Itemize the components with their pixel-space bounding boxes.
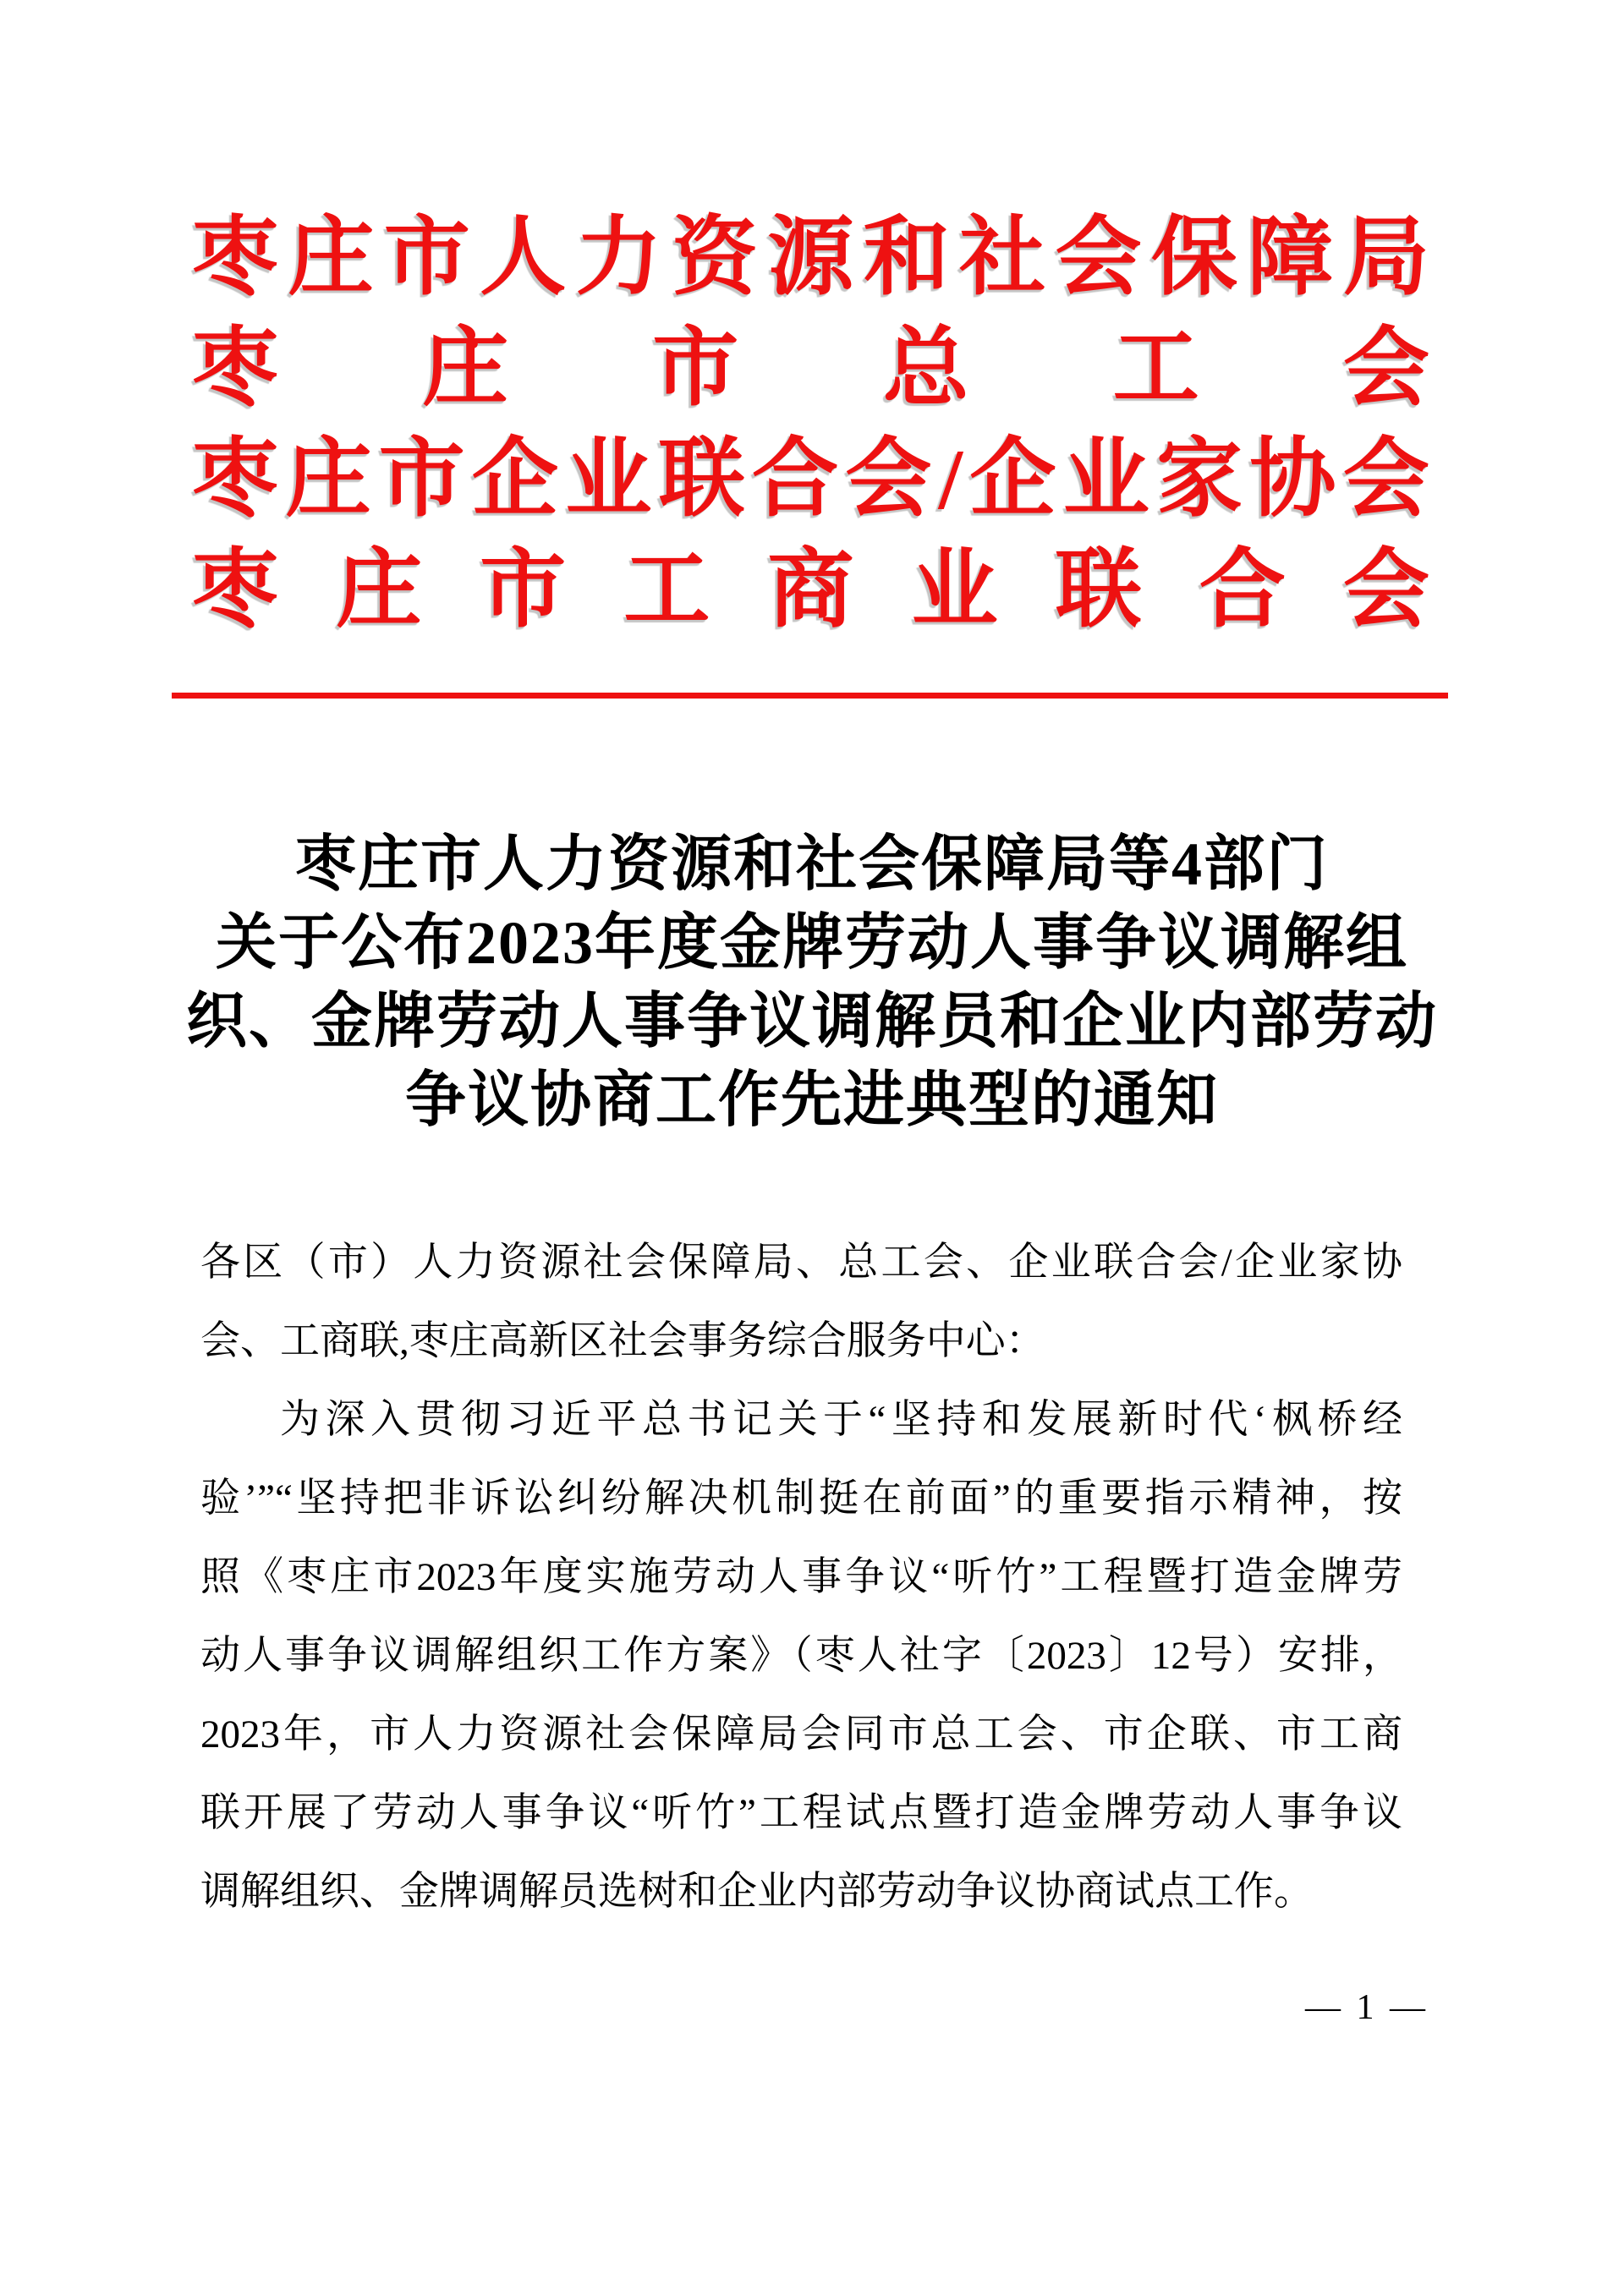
- letterhead-line-2: 枣 庄 市 总 工 会: [192, 321, 1429, 417]
- salutation-line-1: 各区（市）人力资源社会保障局、总工会、企业联合会/企业家协: [200, 1241, 1402, 1285]
- paragraph-line-4: 动人事争议调解组织工作方案》（枣人社字〔2023〕12号）安排，: [200, 1634, 1402, 1678]
- letterhead-line-1: 枣 庄 市 人 力 资 源 和 社 会 保 障 局: [192, 210, 1429, 306]
- title-line-2: 关于公布2023年度金牌劳动人事争议调解组: [215, 909, 1408, 977]
- paragraph-line-3: 照《枣庄市2023年度实施劳动人事争议“听竹”工程暨打造金牌劳: [200, 1555, 1402, 1599]
- title-line-1: 枣庄市人力资源和社会保障局等4部门: [294, 830, 1329, 898]
- paragraph-line-7: 调解组织、金牌调解员选树和企业内部劳动争议协商试点工作。: [200, 1870, 1314, 1914]
- letterhead-line-4: 枣 庄 市 工 商 业 联 合 会: [192, 542, 1429, 638]
- red-separator-line: [172, 693, 1448, 699]
- paragraph-line-2: 验’”“坚持把非诉讼纠纷解决机制挺在前面”的重要指示精神，按: [200, 1477, 1402, 1521]
- paragraph-line-5: 2023年，市人力资源社会保障局会同市总工会、市企联、市工商: [200, 1712, 1402, 1756]
- paragraph-line-6: 联开展了劳动人事争议“听竹”工程试点暨打造金牌劳动人事争议: [200, 1791, 1402, 1835]
- page-number: — 1 —: [1305, 1988, 1429, 2027]
- title-block: [0, 825, 1624, 1140]
- title-line-3: 织、金牌劳动人事争议调解员和企业内部劳动: [185, 988, 1438, 1055]
- salutation-line-2: 会、工商联,枣庄高新区社会事务综合服务中心：: [200, 1319, 1045, 1363]
- paragraph-line-1: 为深入贯彻习近平总书记关于“坚持和发展新时代‘枫桥经: [280, 1398, 1402, 1442]
- title-line-4: 争议协商工作先进典型的通知: [404, 1066, 1219, 1134]
- letterhead-line-3: 枣 庄 市 企 业 联 合 会 / 企 业 家 协 会: [192, 431, 1429, 528]
- letterhead-block: [192, 203, 1429, 646]
- body-text-block: [200, 1224, 1402, 1932]
